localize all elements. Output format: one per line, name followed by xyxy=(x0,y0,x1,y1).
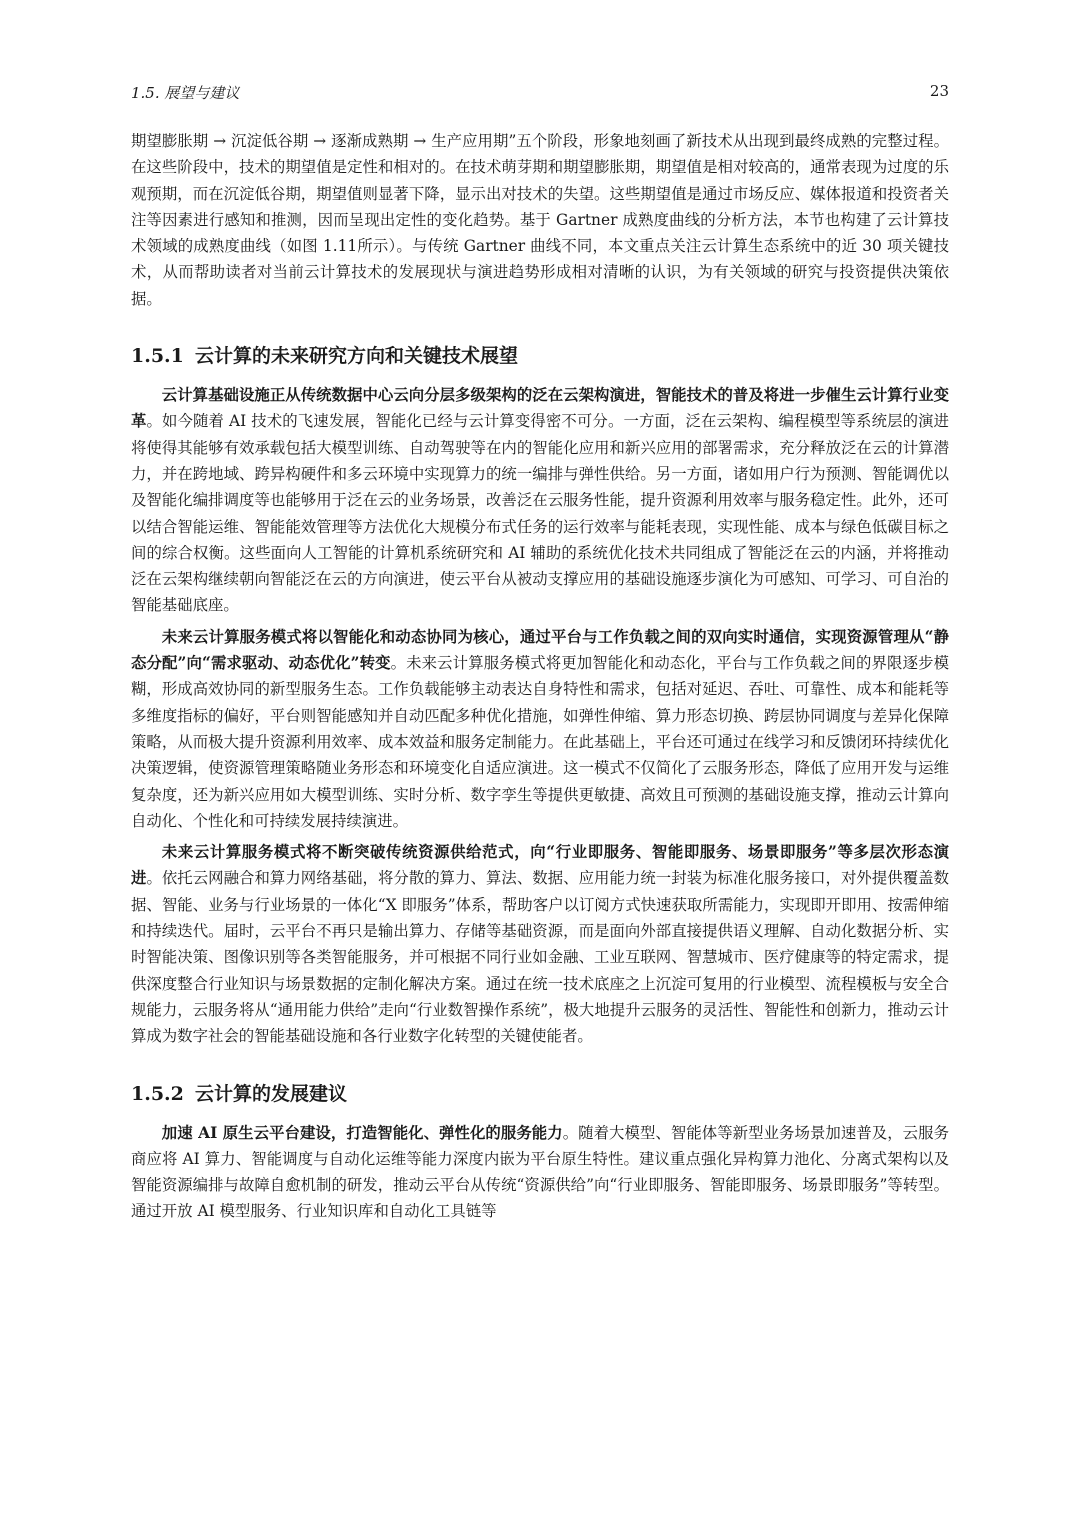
intro-paragraph: 期望膨胀期 → 沉淀低谷期 → 逐渐成熟期 → 生产应用期”五个阶段，形象地刻画了新技术从出现到最终成熟的完整过程。在这些阶段中，技术的期望值是定性和相对的。在技术萌芽期和期望膨胀期，期望值是相对较高的，通常表现为过度的乐观预期，而在沉淀低谷期，期望值则显著下降，显示出对技术的失望。这些期望值是通过市场反应、媒体报道和投资者关注等因素进行感知和推测，因而呈现出定性的变化趋势。基于 Gartner 成熟度曲线的分析方法，本节也构建了云计算技术领域的成熟度曲线（如图 1.11所示）。与传统 Gartner 曲线不同，本文重点关注云计算生态系统中的近 30 项关键技术，从而帮助读者对当前云计算技术的发展现状与演进趋势形成相对清晰的认识，为有关领域的研究与投资提供决策依据。 xyxy=(131,132,949,308)
paragraph-lead: 云计算基础设施正从传统数据中心云向分层多级架构的泛在云架构演进，智能技术的普及将进一步催生云计算行业变革 xyxy=(131,386,949,431)
paragraph-lead: 加速 AI 原生云平台建设，打造智能化、弹性化的服务能力 xyxy=(161,1123,563,1142)
paragraph-text: 。随着大模型、智能体等新型业务场景加速普及，云服务商应将 AI 算力、智能调度与自动化运维等能力深度内嵌为平台原生特性。建议重点强化异构算力池化、分离式架构以及智能资源编排与故障自愈机制的研发，推动云平台从传统“资源供给”向“行业即服务、智能即服务、场景即服务”等转型。通过开放 AI 模型服务、行业知识库和自动化工具链等 xyxy=(131,1123,949,1221)
running-header xyxy=(131,82,949,106)
paragraph-text: 。依托云网融合和算力网络基础，将分散的算力、算法、数据、应用能力统一封装为标准化服务接口，对外提供覆盖数据、智能、业务与行业场景的一体化“X 即服务”体系，帮助客户以订阅方式快速获取所需能力，实现即开即用、按需伸缩和持续迭代。届时，云平台不再只是输出算力、存储等基础资源，而是面向外部直接提供语义理解、自动化数据分析、实时智能决策、图像识别等各类智能服务，并可根据不同行业如金融、工业互联网、智慧城市、医疗健康等的特定需求，提供深度整合行业知识与场景数据的定制化解决方案。通过在统一技术底座之上沉淀可复用的行业模型、流程模板与安全合规能力，云服务将从“通用能力供给”走向“行业数智操作系统”，极大地提升云服务的灵活性、智能性和创新力，推动云计算成为数字社会的智能基础设施和各行业数字化转型的关键使能者。 xyxy=(131,869,949,1046)
page-number: 23 xyxy=(929,82,949,100)
body-paragraph xyxy=(131,382,949,619)
paragraph-text: 。如今随着 AI 技术的飞速发展，智能化已经与云计算变得密不可分。一方面，泛在云架构、编程模型等系统层的演进将使得其能够有效承载包括大模型训练、自动驾驶等在内的智能化应用和新兴应用的部署需求，充分释放泛在云的计算潜力，并在跨地域、跨异构硬件和多云环境中实现算力的统一编排与弹性供给。另一方面，诸如用户行为预测、智能调优以及智能化编排调度等也能够用于泛在云的业务场景，改善泛在云服务性能，提升资源利用效率与服务稳定性。此外，还可以结合智能运维、智能能效管理等方法优化大规模分布式任务的运行效率与能耗表现，实现性能、成本与绿色低碳目标之间的综合权衡。这些面向人工智能的计算机系统研究和 AI 辅助的系统优化技术共同组成了智能泛在云的内涵，并将推动泛在云架构继续朝向智能泛在云的方向演进，使云平台从被动支撑应用的基础设施逐步演化为可感知、可学习、可自治的智能基础底座。 xyxy=(131,412,949,615)
section-title: 云计算的未来研究方向和关键技术展望 xyxy=(195,345,519,368)
paragraph-text: 。未来云计算服务模式将更加智能化和动态化，平台与工作负载之间的界限逐步模糊，形成高效协同的新型服务生态。工作负载能够主动表达自身特性和需求，包括对延迟、吞吐、可靠性、成本和能耗等多维度指标的偏好，平台则智能感知并自动匹配多种优化措施，如弹性伸缩、算力形态切换、跨层协同调度与差异化保障策略，从而极大提升资源利用效率、成本效益和服务定制能力。在此基础上，平台还可通过在线学习和反馈闭环持续优化决策逻辑，使资源管理策略随业务形态和环境变化自适应演进。这一模式不仅简化了云服务形态，降低了应用开发与运维复杂度，还为新兴应用如大模型训练、实时分析、数字孪生等提供更敏捷、高效且可预测的基础设施支撑，推动云计算向自动化、个性化和可持续发展持续演进。 xyxy=(131,654,949,830)
body-paragraph xyxy=(131,839,949,1049)
section-heading-1-5-1 xyxy=(131,343,949,369)
section-heading-1-5-2 xyxy=(131,1081,949,1107)
body-paragraph xyxy=(131,1120,949,1225)
page-body xyxy=(131,128,949,1225)
section-number: 1.5.1 xyxy=(131,345,184,368)
section-title: 云计算的发展建议 xyxy=(195,1082,348,1105)
paragraph-lead: 未来云计算服务模式将不断突破传统资源供给范式，向“行业即服务、智能即服务、场景即服务”等多层次形态演进 xyxy=(131,843,949,888)
section-number: 1.5.2 xyxy=(131,1082,184,1105)
paragraph-lead: 未来云计算服务模式将以智能化和动态协同为核心，通过平台与工作负载之间的双向实时通信，实现资源管理从“静态分配”向“需求驱动、动态优化”转变 xyxy=(131,627,949,673)
header-section-title: 1.5. 展望与建议 xyxy=(131,84,240,102)
body-paragraph xyxy=(131,624,949,834)
